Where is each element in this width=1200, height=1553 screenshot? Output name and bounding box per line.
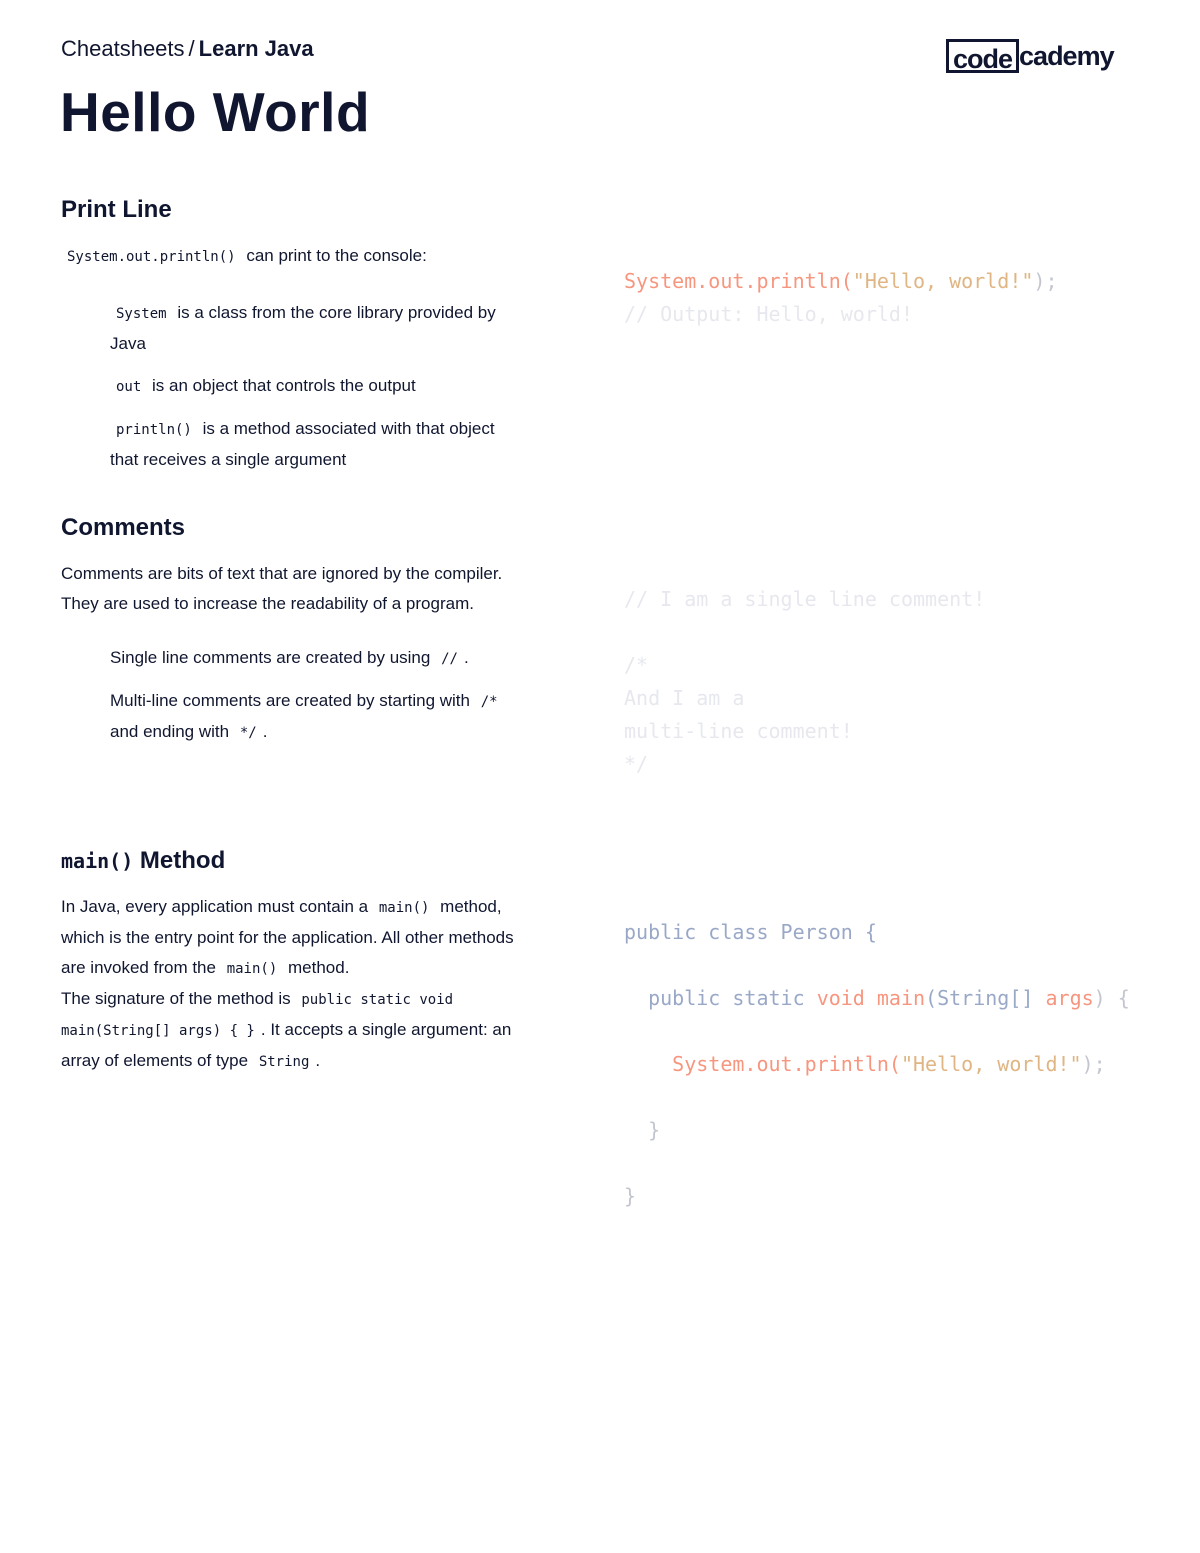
code-keyword: public static — [648, 986, 805, 1010]
list-item-text: . — [463, 648, 469, 667]
code-string: "Hello, world!" — [900, 1052, 1082, 1076]
comments-heading: Comments — [61, 514, 186, 541]
code-comment: /* — [624, 653, 649, 677]
list-item-text: Single line comments are created by using — [110, 648, 431, 667]
inline-code: main() — [226, 961, 278, 977]
paragraph-text: . — [315, 1051, 321, 1070]
page-title: Hello World — [60, 81, 371, 143]
comments-section — [61, 513, 521, 760]
code-class-name: Person { — [780, 920, 877, 944]
print-line-list — [61, 298, 521, 475]
code-punctuation: ); — [1033, 269, 1058, 293]
code-comment: multi-line comment! — [624, 719, 853, 743]
list-item — [110, 298, 521, 359]
paragraph-text: method, which is the entry point for the application. All other methods are invoked from the — [61, 897, 514, 977]
code-comment: */ — [624, 752, 649, 776]
paragraph-text: In Java, every application must contain a — [61, 897, 369, 916]
code-type: (String[] — [925, 986, 1034, 1010]
inline-code: println() — [116, 422, 192, 438]
code-keyword: public class — [624, 920, 769, 944]
code-punctuation: ); — [1081, 1052, 1106, 1076]
print-line-section — [61, 195, 521, 487]
inline-code: String — [258, 1054, 310, 1070]
main-method-heading — [61, 846, 521, 876]
code-comment: And I am a — [624, 686, 745, 710]
list-item — [110, 371, 521, 402]
breadcrumb — [61, 36, 314, 62]
breadcrumb-separator: / — [188, 36, 195, 61]
list-item-text: is a method associated with that object that receives a single argument — [110, 419, 495, 469]
print-line-heading: Print Line — [61, 196, 172, 223]
main-method-paragraph — [61, 892, 521, 1077]
inline-code: out — [116, 379, 142, 395]
list-item — [110, 643, 521, 674]
code-comment: // I am a single line comment! — [624, 587, 986, 611]
inline-code: System — [116, 306, 167, 322]
list-item-text: . — [262, 722, 268, 741]
list-item — [110, 686, 521, 748]
main-method-section — [61, 846, 521, 1077]
code-call: System.out.println( — [672, 1052, 901, 1076]
main-method-code-block — [624, 916, 1144, 1213]
heading-code: main() — [61, 849, 134, 873]
inline-code: */ — [239, 725, 257, 741]
code-string: "Hello, world!" — [852, 269, 1034, 293]
inline-code: public static void main(String[] args) { } — [61, 992, 454, 1039]
paragraph-text: method. — [288, 958, 350, 977]
breadcrumb-course-link[interactable]: Learn Java — [198, 36, 314, 61]
list-item-text: and ending with — [110, 722, 230, 741]
list-item-text: is an object that controls the output — [152, 376, 416, 395]
list-item-text: is a class from the core library provided by Java — [110, 303, 496, 353]
code-comment: // Output: Hello, world! — [624, 302, 913, 326]
code-call: System.out.println( — [624, 269, 853, 293]
comments-list — [61, 643, 521, 748]
heading-text: Method — [139, 847, 226, 874]
inline-code: /* — [480, 694, 498, 710]
inline-code: main() — [378, 900, 430, 916]
breadcrumb-cheatsheets-link[interactable]: Cheatsheets — [61, 36, 185, 61]
paragraph-text: The signature of the method is — [61, 989, 291, 1008]
code-param: args — [1045, 986, 1094, 1010]
codecademy-logo[interactable] — [946, 36, 1114, 76]
inline-code: System.out.println() — [67, 249, 236, 265]
logo-rest-text: cademy — [1019, 41, 1114, 71]
list-item — [110, 414, 521, 475]
code-brace: } — [648, 1118, 661, 1142]
code-punctuation: ) { — [1093, 986, 1130, 1010]
code-method: void main — [816, 986, 926, 1010]
print-line-intro — [61, 241, 521, 272]
logo-box-text: code — [946, 39, 1019, 73]
list-item-text: Multi-line comments are created by starting with — [110, 691, 470, 710]
print-line-intro-text: can print to the console: — [246, 246, 427, 265]
print-line-code-block — [624, 265, 1144, 331]
comments-body: Comments are bits of text that are ignored by the compiler. They are used to increase the readability of a program. — [61, 564, 503, 613]
inline-code: // — [441, 651, 458, 667]
paragraph-text: . It accepts a single argument: an array of elements of type — [61, 1020, 512, 1070]
comments-code-block — [624, 583, 1144, 781]
code-brace: } — [624, 1184, 637, 1208]
